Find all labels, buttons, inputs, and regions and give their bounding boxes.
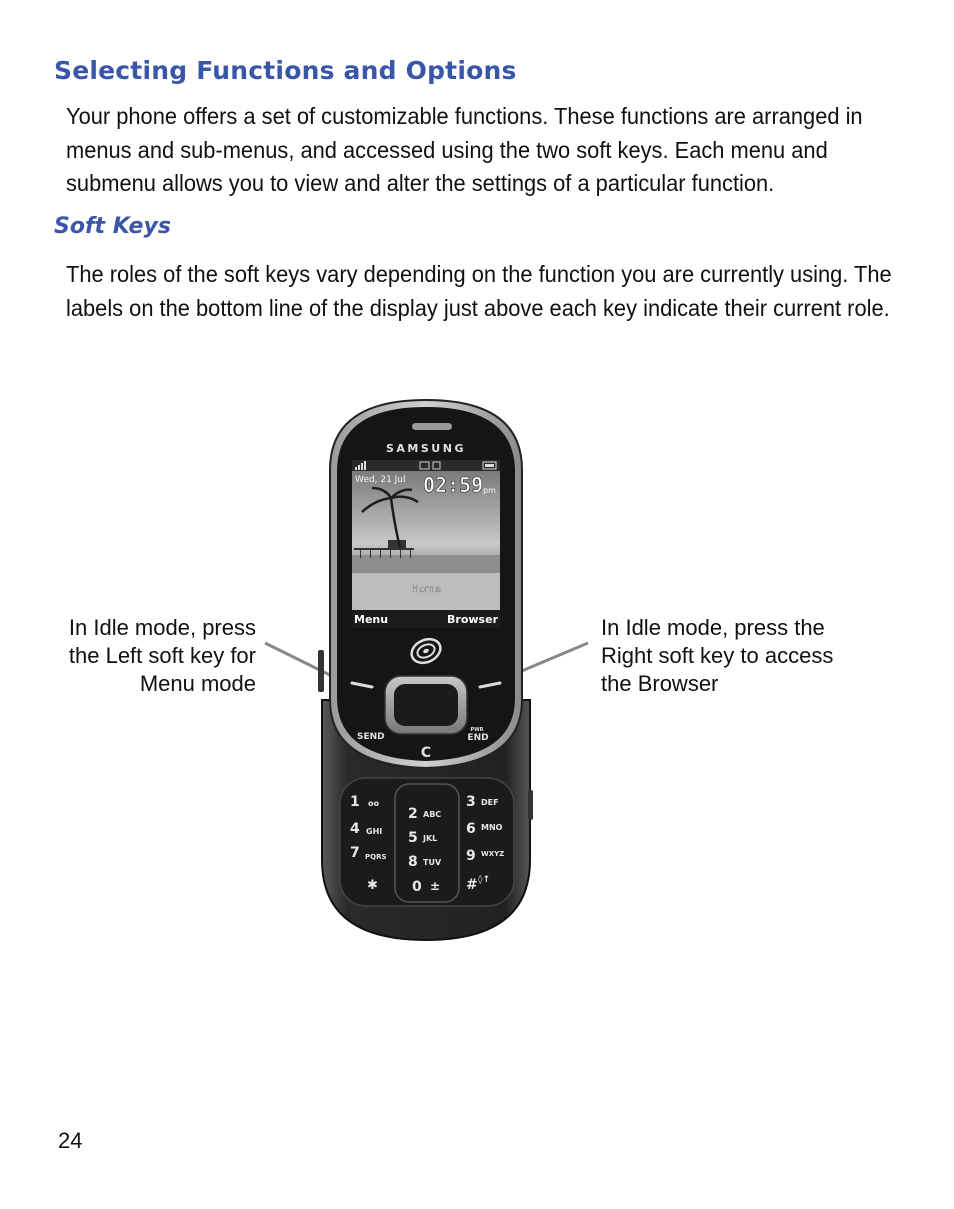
intro-paragraph: Your phone offers a set of customizable functions. These functions are arranged in menus and sub-menus, and accessed using the two soft keys. Each menu and submenu allows you to view and alter the settings of a particular function. [66, 103, 863, 196]
screen-ampm: pm [483, 486, 496, 495]
brand-logo: SAMSUNG [386, 442, 466, 455]
clear-key[interactable]: C [420, 745, 432, 761]
svg-text:MNO: MNO [481, 823, 503, 832]
send-key[interactable]: SEND [357, 732, 385, 742]
screen-browser-label: Browser [447, 613, 498, 626]
svg-text:ABC: ABC [423, 810, 442, 819]
screen-home-label: Home [411, 584, 441, 595]
svg-text:PQRS: PQRS [365, 853, 387, 861]
voicemail-icon: oo [368, 799, 379, 808]
svg-text:0: 0 [412, 879, 422, 895]
screen-time: 02:59 [423, 473, 484, 497]
volume-side-key[interactable] [318, 650, 324, 692]
callout-right-softkey: In Idle mode, press the Right soft key to access the Browser [601, 615, 834, 696]
svg-text:2: 2 [408, 806, 418, 822]
callout-left-softkey: In Idle mode, press the Left soft key for Menu mode [68, 615, 256, 696]
screen-date: Wed, 21 Jul [355, 475, 406, 485]
svg-text:✱: ✱ [367, 878, 378, 893]
section-title: Selecting Functions and Options [54, 56, 517, 85]
vibrate-icon: ◊↑ [478, 875, 490, 885]
pwr-label: PWR [470, 727, 484, 733]
svg-text:7: 7 [350, 845, 360, 861]
camera-side-key[interactable] [528, 790, 533, 820]
svg-text:4: 4 [350, 821, 360, 837]
svg-text:5: 5 [408, 830, 418, 846]
svg-text:3: 3 [466, 794, 476, 810]
svg-text:±: ± [430, 879, 441, 893]
soft-keys-paragraph: The roles of the soft keys vary depending on the function you are currently using. The labels on the bottom line of the display just above each key indicate their current role. [66, 261, 892, 321]
page-number: 24 [58, 1128, 83, 1153]
svg-text:WXYZ: WXYZ [481, 850, 505, 858]
svg-text:1: 1 [350, 794, 360, 810]
ok-key[interactable] [394, 684, 458, 726]
speaker-icon [412, 423, 452, 430]
screen-menu-label: Menu [354, 613, 389, 626]
svg-text:#: # [466, 877, 478, 893]
svg-text:8: 8 [408, 854, 418, 870]
svg-text:TUV: TUV [423, 858, 442, 867]
subsection-title: Soft Keys [54, 214, 171, 239]
svg-text:DEF: DEF [481, 798, 499, 807]
svg-text:GHI: GHI [366, 827, 383, 836]
svg-text:6: 6 [466, 821, 476, 837]
end-key[interactable]: END [467, 733, 489, 743]
svg-text:9: 9 [466, 848, 476, 864]
svg-text:JKL: JKL [423, 834, 438, 843]
key-star[interactable] [367, 878, 378, 893]
